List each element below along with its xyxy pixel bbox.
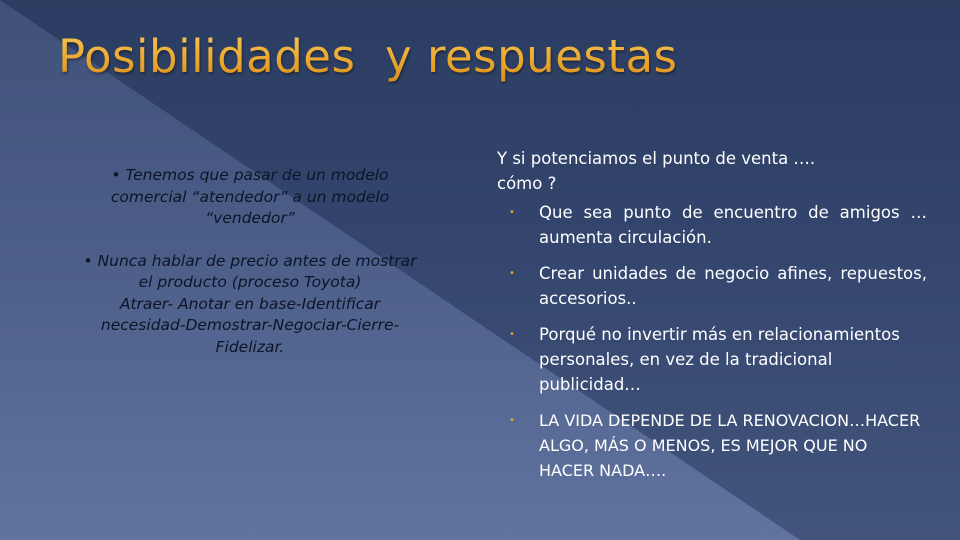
slide-title: Posibilidades y respuestas: [58, 30, 678, 83]
list-item: [497, 261, 927, 311]
left-bullet-2: • Nunca hablar de precio antes de mostrar el producto (proceso Toyota): [83, 251, 417, 291]
left-bullet-1: • Tenemos que pasar de un modelo comercial “atendedor” a un modelo “vendedor”: [110, 166, 390, 227]
list-item: [497, 408, 927, 483]
list-item-text: Que sea punto de encuentro de amigos …aumenta circulación.: [539, 203, 927, 247]
list-item-text: Crear unidades de negocio afines, repuestos, accesorios..: [539, 264, 927, 308]
list-item: [497, 200, 927, 250]
right-bullet-list: [497, 200, 927, 483]
bullet-icon: •: [509, 415, 515, 426]
list-item-text: Porqué no invertir más en relacionamientos personales, en vez de la tradicional publicidad…: [539, 325, 900, 394]
list-item-text: LA VIDA DEPENDE DE LA RENOVACION…HACER ALGO, MÁS O MENOS, ES MEJOR QUE NO HACER NADA….: [539, 411, 921, 480]
spacer: [80, 230, 420, 251]
left-text-box: [80, 165, 420, 358]
bullet-icon: •: [509, 329, 515, 340]
bullet-icon: •: [509, 268, 515, 279]
left-process-text: Atraer- Anotar en base-Identificar necesidad-Demostrar-Negociar-Cierre-Fidelizar.: [100, 294, 400, 356]
bullet-icon: •: [509, 207, 515, 218]
right-text-box: [497, 146, 927, 494]
right-intro-line-2: cómo ?: [497, 174, 557, 193]
list-item: [497, 322, 927, 397]
right-intro-line-1: Y si potenciamos el punto de venta ….: [497, 149, 816, 168]
